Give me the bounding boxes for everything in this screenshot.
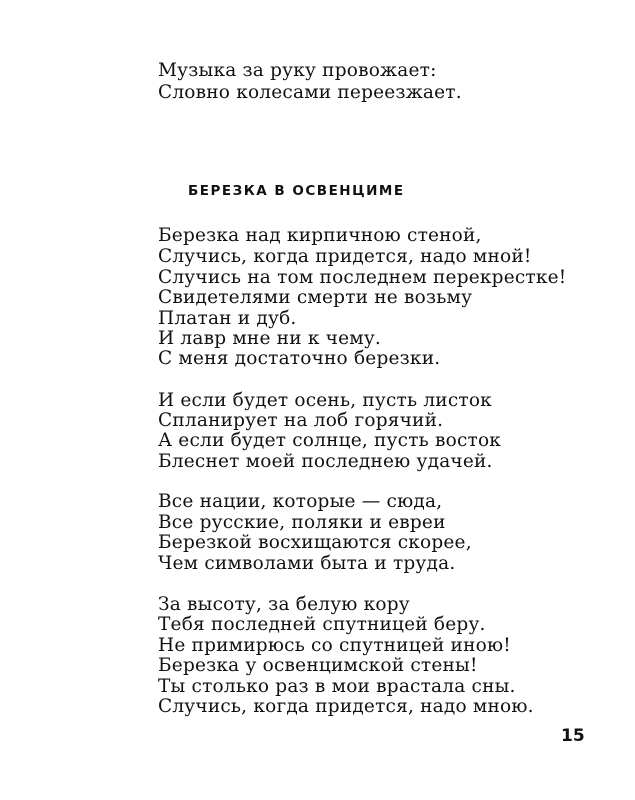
poem-line: Блеснет моей последнею удачей. (158, 451, 493, 472)
page-number: 15 (561, 726, 585, 746)
poem-line: Чем символами быта и труда. (158, 553, 456, 574)
poem-line: С меня достаточно березки. (158, 348, 441, 369)
poem-line: Все русские, поляки и евреи (158, 512, 446, 533)
poem-line: Березка над кирпичною стеной, (158, 225, 482, 246)
poem-line: Не примирюсь со спутницей иною! (158, 635, 511, 656)
poem-line: И лавр мне ни к чему. (158, 328, 382, 349)
poem-line: Все нации, которые — сюда, (158, 491, 443, 512)
poem-line: Спланирует на лоб горячий. (158, 410, 444, 431)
poem-line: Тебя последней спутницей беру. (158, 614, 486, 635)
poem-line: И если будет осень, пусть листок (158, 390, 492, 411)
poem-title: БЕРЕЗКА В ОСВЕНЦИМЕ (188, 183, 405, 199)
poem-line: Словно колесами переезжает. (158, 82, 462, 103)
poem-line: А если будет солнце, пусть восток (158, 430, 502, 451)
poem-line: Свидетелями смерти не возьму (158, 287, 473, 308)
poem-line: Случись, когда придется, надо мною. (158, 696, 534, 717)
poem-line: Музыка за руку провожает: (158, 60, 437, 81)
poem-line: Случись, когда придется, надо мной! (158, 246, 532, 267)
poem-line: Платан и дуб. (158, 308, 297, 329)
poem-line: Ты столько раз в мои врастала сны. (158, 676, 516, 697)
poem-line: Березкой восхищаются скорее, (158, 532, 472, 553)
poem-line: Березка у освенцимской стены! (158, 655, 478, 676)
poem-line: За высоту, за белую кору (158, 594, 410, 615)
poem-line: Случись на том последнем перекрестке! (158, 267, 567, 288)
